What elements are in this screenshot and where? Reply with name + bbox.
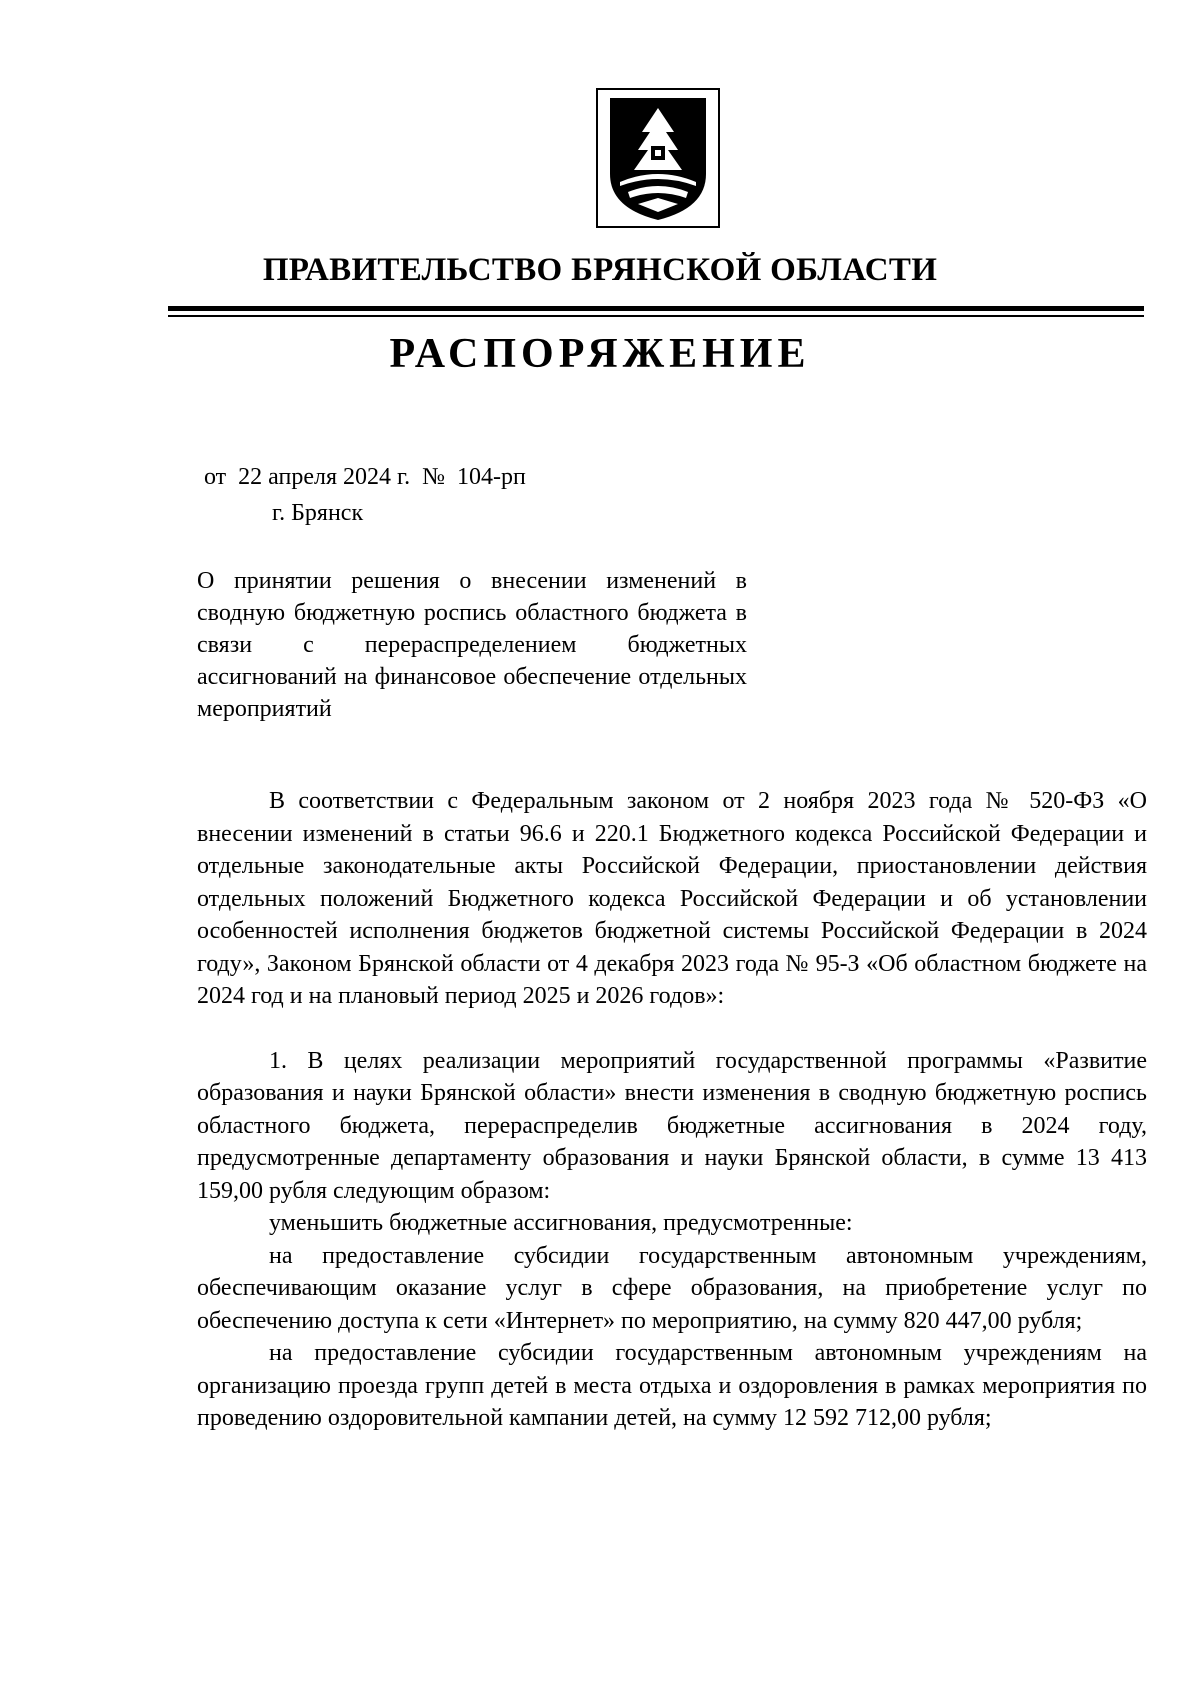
document-type-title: РАСПОРЯЖЕНИЕ [389,331,811,377]
coat-of-arms-icon [596,88,720,228]
emblem-shield-icon [598,90,718,226]
document-number: № 104-рп [422,464,526,490]
children-travel-subsidy-paragraph: на предоставление субсидии государственным автономным учреждениям на организацию проезда групп детей в места отдыха и оздоровления в рамках мероприятия по проведению оздоровительной кампании детей, на сумму 12 592 712,00 рубля; [197,1340,1147,1431]
preamble-paragraph: В соответствии с Федеральным законом от 2 ноября 2023 года № 520-ФЗ «О внесении изменений в статьи 96.6 и 220.1 Бюджетного кодекса Российской Федерации и отдельные законодательные акты Российской Федерации, приостановлении действия отдельных положений Бюджетного кодекса Российской Федерации и об установлении особенностей исполнения бюджетов бюджетной системы Российской Федерации в 2024 году», Законом Брянской области от 4 декабря 2023 года № 95-З «Об областном бюджете на 2024 год и на плановый период 2025 и 2026 годов»: [197,788,1147,1009]
reduce-allocations-paragraph: уменьшить бюджетные ассигнования, предусмотренные: [269,1210,853,1236]
document-subject: О принятии решения о внесении изменений в сводную бюджетную роспись областного бюджета в связи с перераспределением бюджетных ассигнований на финансовое обеспечение отдельных мероприятий [197,568,747,722]
header-rule-thick [168,306,1144,311]
header-rule-thin [168,315,1144,317]
document-city: г. Брянск [272,500,364,526]
clause-1-paragraph: 1. В целях реализации мероприятий государственной программы «Развитие образования и науки Брянской области» внести изменения в сводную бюджетную роспись областного бюджета, перераспределив бюджетные ассигнования в 2024 году, предусмотренные департаменту образования и науки Брянской области, в сумме 13 413 159,00 рубля следующим образом: [197,1047,1147,1204]
document-date-number [204,464,526,491]
document-body [197,785,1147,1435]
organization-title: ПРАВИТЕЛЬСТВО БРЯНСКОЙ ОБЛАСТИ [262,252,938,288]
internet-subsidy-paragraph: на предоставление субсидии государственным автономным учреждениям, обеспечивающим оказание услуг в сфере образования, на приобретение услуг по обеспечению доступа к сети «Интернет» по мероприятию, на сумму 820 447,00 рубля; [197,1242,1147,1334]
document-date: от 22 апреля 2024 г. [204,464,411,490]
